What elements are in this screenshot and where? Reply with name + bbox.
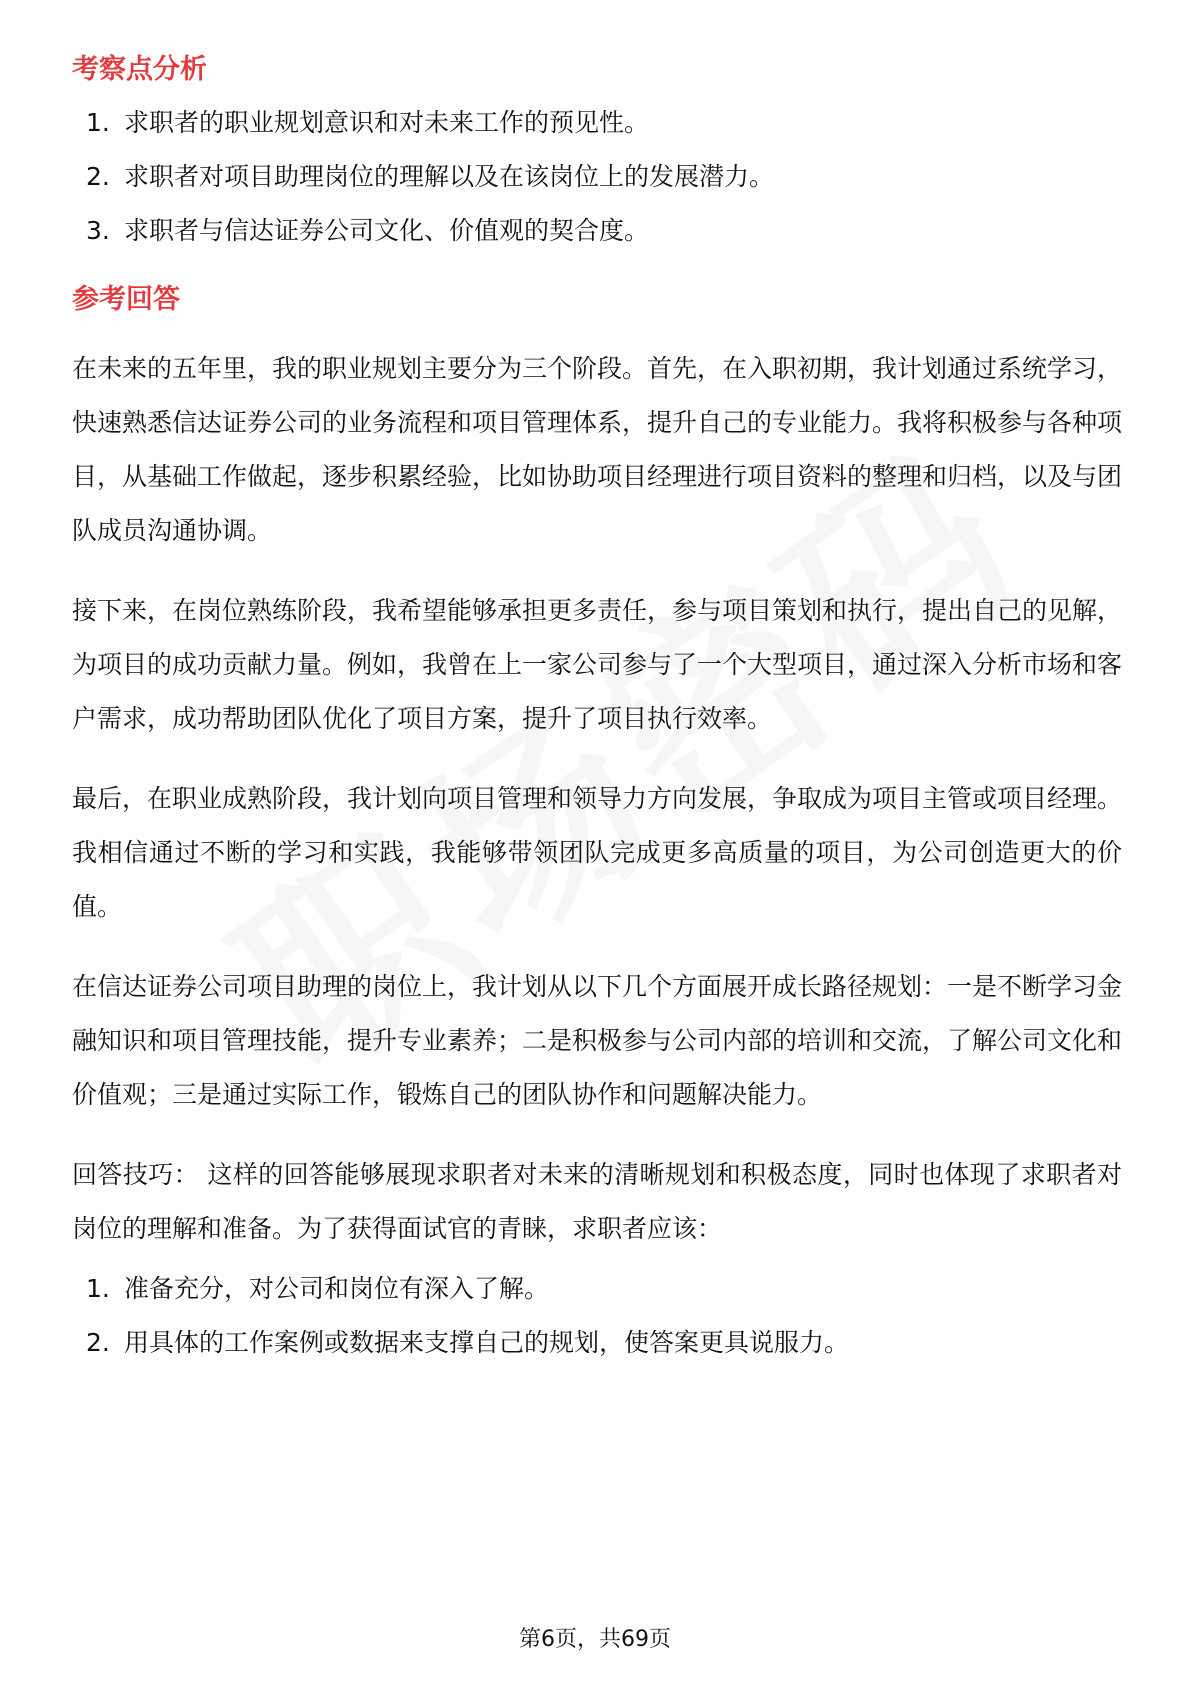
list-number: 2. (86, 162, 110, 191)
answer-paragraph: 在信达证券公司项目助理的岗位上，我计划从以下几个方面展开成长路径规划：一是不断学习金融知识和项目管理技能，提升专业素养；二是积极参与公司内部的培训和交流，了解公司文化和价值观；三是通过实际工作，锻炼自己的团队协作和问题解决能力。 (72, 972, 1123, 1109)
tips-list (72, 1270, 1122, 1362)
list-number: 3. (86, 216, 110, 245)
analysis-list (72, 104, 1122, 250)
list-number: 1. (86, 108, 110, 137)
list-number: 1. (86, 1274, 110, 1303)
answer-paragraph: 接下来，在岗位熟练阶段，我希望能够承担更多责任，参与项目策划和执行，提出自己的见解，为项目的成功贡献力量。例如，我曾在上一家公司参与了一个大型项目，通过深入分析市场和客户需求，成功帮助团队优化了项目方案，提升了项目执行效率。 (72, 596, 1123, 733)
list-text: 求职者对项目助理岗位的理解以及在该岗位上的发展潜力。 (124, 162, 775, 191)
list-item (72, 1270, 1122, 1308)
list-item (72, 1324, 1122, 1362)
section-title-analysis: 考察点分析 (72, 54, 207, 85)
section-title-answer: 参考回答 (72, 284, 180, 315)
answer-paragraph: 在未来的五年里，我的职业规划主要分为三个阶段。首先，在入职初期，我计划通过系统学习，快速熟悉信达证券公司的业务流程和项目管理体系，提升自己的专业能力。我将积极参与各种项目，从基础工作做起，逐步积累经验，比如协助项目经理进行项目资料的整理和归档，以及与团队成员沟通协调。 (72, 354, 1123, 545)
list-text: 准备充分，对公司和岗位有深入了解。 (124, 1274, 550, 1303)
list-text: 用具体的工作案例或数据来支撑自己的规划，使答案更具说服力。 (124, 1328, 850, 1357)
list-item (72, 104, 1122, 142)
list-text: 求职者与信达证券公司文化、价值观的契合度。 (124, 216, 650, 245)
list-item (72, 212, 1122, 250)
list-item (72, 158, 1122, 196)
answer-tips-paragraph: 回答技巧： 这样的回答能够展现求职者对未来的清晰规划和积极态度，同时也体现了求职者对岗位的理解和准备。为了获得面试官的青睐，求职者应该： (72, 1160, 1122, 1243)
page-number: 第6页，共69页 (519, 1627, 671, 1652)
list-text: 求职者的职业规划意识和对未来工作的预见性。 (124, 108, 650, 137)
list-number: 2. (86, 1328, 110, 1357)
page-content (72, 50, 1122, 1362)
answer-paragraph: 最后，在职业成熟阶段，我计划向项目管理和领导力方向发展，争取成为项目主管或项目经理。我相信通过不断的学习和实践，我能够带领团队完成更多高质量的项目，为公司创造更大的价值。 (72, 784, 1123, 921)
